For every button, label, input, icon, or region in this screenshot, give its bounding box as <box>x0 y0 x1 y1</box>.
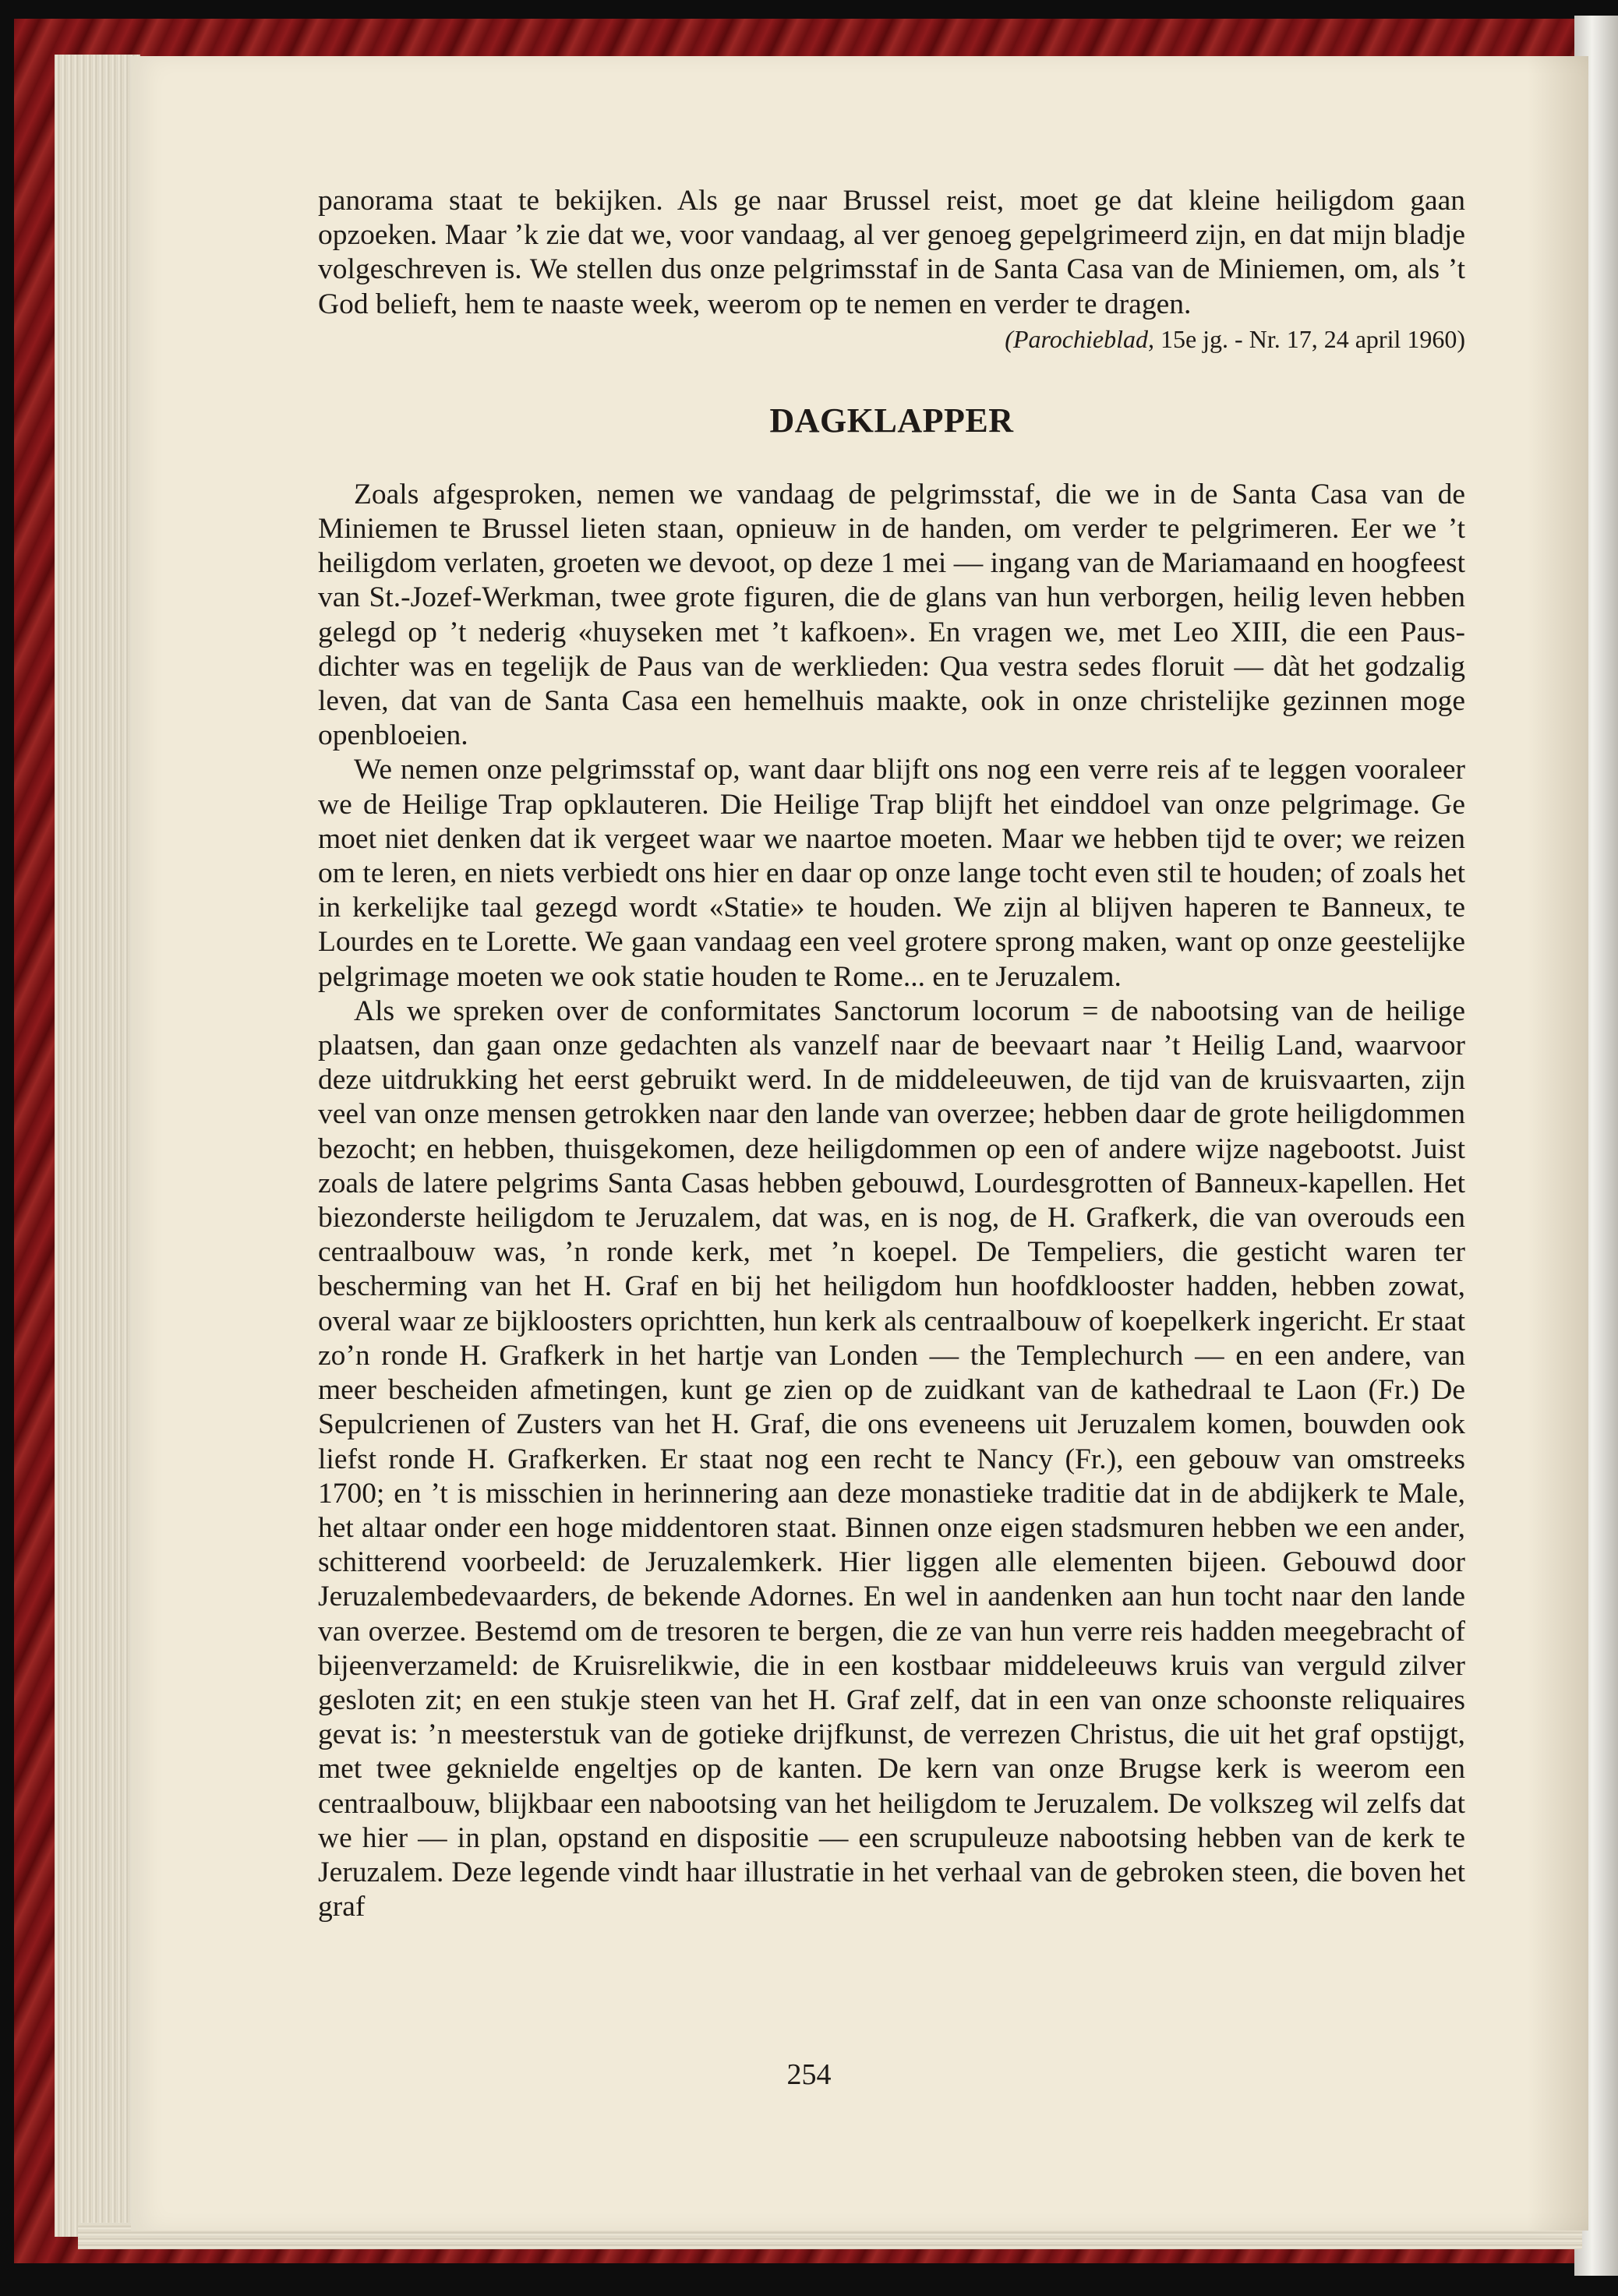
source-publication: (Parochieblad, <box>1005 324 1154 353</box>
page-gutter <box>1528 56 1588 2231</box>
page-number: 254 <box>786 2058 832 2091</box>
body-paragraph-2: We nemen onze pelgrimsstaf op, want daar blijft ons nog een verre reis af te leggen vooraleer we de Heilige Trap opklauteren. Die Heilige Trap blijft het einddoel van onze pelgrimage. Ge moet niet denken dat ik vergeet waar we naartoe moeten. Maar we hebben tijd te over; we reizen om te leren, en niets verbiedt ons hier en daar op onze lange tocht even stil te houden; of zoals het in kerkelijke taal gezegd wordt «Statie» te houden. We zijn al blijven haperen te Banneux, te Lourdes en te Lorette. We gaan vandaag een veel grotere sprong maken, want op onze geestelijke pelgrimage moeten we ook statie houden te Rome... en te Jeruzalem. <box>318 754 1465 993</box>
body-paragraph-1: Zoals afgesproken, nemen we vandaag de pelgrimsstaf, die we in de Santa Casa van de Miniemen te Brussel lieten staan, opnieuw in de handen, om verder te pelgrimeren. Eer we ’t heiligdom verlaten, groeten we devoot, op deze 1 mei — ingang van de Mariamaand en hoogfeest van St.-Jozef-Werkman, twee grote figuren, die de glans van hun verborgen, heilig leven hebben gelegd op ’t nederig «huyseken met ’t kafkoen». En vragen we, met Leo XIII, die een Paus-dichter was en tegelijk de Paus van de werklieden: Qua vestra sedes floruit — dàt het godzalig leven, dat van de Santa Casa een hemelhuis maakte, ook in onze christelijke gezinnen moge openbloeien. <box>318 478 1465 752</box>
page-edges <box>55 55 140 2237</box>
page-text <box>318 184 1465 1924</box>
body-paragraph-3: Als we spreken over de conformitates Sanctorum locorum = de nabootsing van de heilige plaatsen, dan gaan onze gedachten als vanzelf naar de beevaart naar ’t Heilig Land, waarvoor deze uitdrukking het eerst gebruikt werd. In de middeleeuwen, de tijd van de kruisvaarten, zijn veel van onze mensen getrokken naar den lande van overzee; hebben daar de grote heiligdommen bezocht; en hebben, thuisgekomen, deze heiligdommen op een of andere wijze nagebootst. Juist zoals de latere pelgrims Santa Casas hebben gebouwd, Lourdesgrotten of Banneux-kapellen. Het biezonderste heiligdom te Jeruzalem, dat was, en is nog, de H. Grafkerk, die van overouds een centraalbouw was, ’n ronde kerk, met ’n koepel. De Tempeliers, die gesticht waren ter bescherming van het H. Graf en bij het heiligdom hun hoofdklooster hadden, hebben zowat, overal waar ze bijkloosters oprichtten, hun kerk als centraalbouw of koepelkerk ingericht. Er staat zo’n ronde H. Grafkerk in het hartje van Londen — the Templechurch — en een andere, van meer bescheiden afmetingen, kunt ge zien op de zuidkant van de kathedraal te Laon (Fr.) De Sepulcrienen of Zusters van het H. Graf, die ons eveneens uit Jeruzalem komen, bouwden ook liefst ronde H. Grafkerken. Er staat nog een recht te Nancy (Fr.), een gebouw van omstreeks 1700; en ’t is misschien in herinnering aan deze monastieke traditie dat in de abdijkerk te Male, het altaar onder een hoge middentoren staat. Binnen onze eigen stadsmuren hebben we een ander, schitterend voorbeeld: de Jeruzalemkerk. Hier liggen alle elementen bijeen. Gebouwd door Jeruzalembedevaarders, de bekende Adornes. En wel in aandenken aan hun tocht naar den lande van overzee. Bestemd om de tresoren te bergen, die ze van hun verre reis hadden meegebracht of bijeenverzameld: de Kruisrelikwie, die in een kostbaar middeleeuws kruis van verguld zilver gesloten zit; en een stukje steen van het H. Graf zelf, dat in een van onze schoonste reliquaires gevat is: ’n meesterstuk van de gotieke drijfkunst, de verrezen Christus, die uit het graf opstijgt, met twee geknielde engeltjes op de kanten. De kern van onze Brugse kerk is weerom een centraalbouw, blijkbaar een nabootsing van het heiligdom te Jeruzalem. De volkszeg wil zelfs dat we hier — in plan, opstand en dispositie — een scrupuleuze nabootsing hebben van de kerk te Jeruzalem. Deze legende vindt haar illustratie in het verhaal van de gebroken steen, die boven het graf <box>318 994 1465 1923</box>
section-heading: DAGKLAPPER <box>769 401 1014 440</box>
intro-paragraph: panorama staat te bekijken. Als ge naar Brussel reist, moet ge dat kleine heiligdom gaan opzoeken. Maar ’k zie dat we, voor vandaag, al ver genoeg gepelgrimeerd zijn, en dat mijn bladje volgeschreven is. We stellen dus onze pelgrimsstaf in de Santa Casa van de Miniemen, om, als ’t God belieft, hem te naaste week, weerom op te nemen en verder te dragen. <box>318 185 1465 320</box>
source-details: 15e jg. - Nr. 17, 24 april 1960) <box>1160 324 1465 353</box>
source-citation <box>318 322 1465 356</box>
